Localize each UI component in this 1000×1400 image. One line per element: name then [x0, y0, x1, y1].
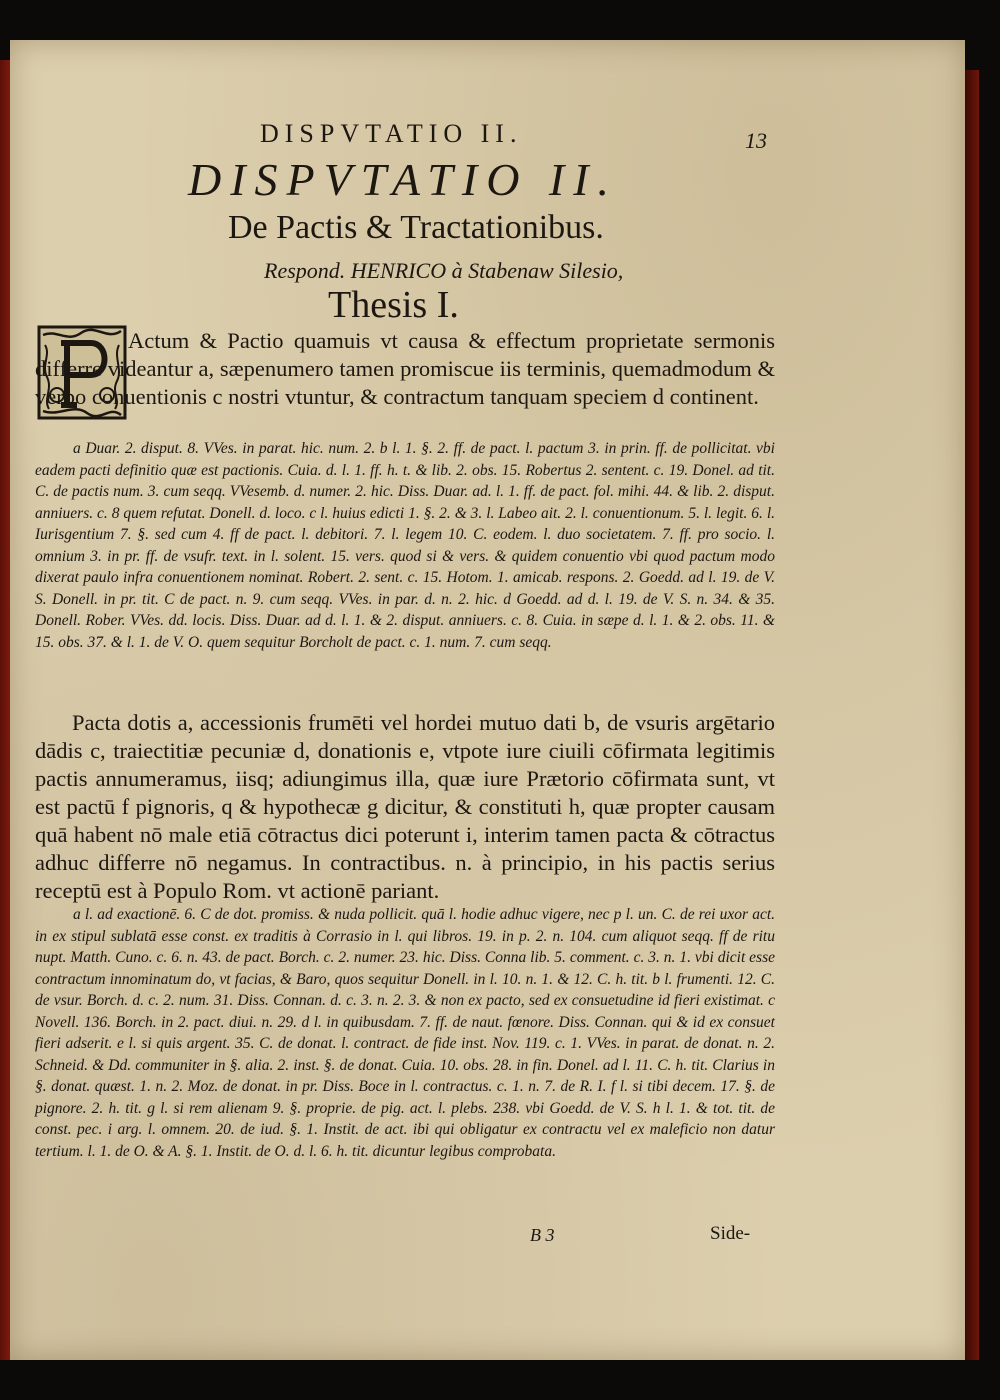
book-edge-left [0, 60, 10, 1360]
disputation-title: DISPVTATIO II. [188, 154, 619, 205]
footnotes-block-1: a Duar. 2. disput. 8. VVes. in parat. hic. num. 2. b l. 1. §. 2. ff. de pact. l. pactum 3. in prin. ff. de pollicitat. vbi eadem pacti definitio quæ est pactionis. Cuia. d. l. 1. ff. h. t. & lib. 2. obs. 15. Robertus 2. sentent. c. 19. Donel. ad tit. C. de pactis num. 3. cum seqq. VVesemb. d. numer. 2. hic. Diss. Duar. ad. l. 1. ff. de pact. fol. mihi. 44. & lib. 2. disput. anniuers. c. 8 quem refutat. Donell. d. loco. c l. huius edicti 1. §. 2. & 3. l. Labeo ait. 2. l. conuentionum. 5. l. legit. 6. l. Iurisgentium 7. §. sed cum 4. ff de pact. l. debitori. 7. l. legem 10. C. eodem. l. duo societatem. 7. ff. pro socio. l. omnium 3. in pr. ff. de vsufr. text. in l. solent. 15. vers. quod si & vers. & quidem conuentio vbi quod pactum modo dixerat paulo infra conuentionem nominat. Robert. 2. sent. c. 15. Hotom. 1. amicab. respons. 2. Goedd. ad l. 19. de V. S. Donell. in pr. tit. C de pact. n. 9. cum seqq. VVes. in par. d. n. 2. hic. d Goedd. ad d. l. 19. de V. S. n. 34. & 35. Donell. Rober. VVes. dd. locis. Diss. Duar. ad d. l. 1. & 2. disput. anniuers. c. 8. Cuia. in sæpe d. l. 1. & 2. obs. 11. & 15. obs. 37. & l. 1. de V. O. quem sequitur Borcholt de pact. c. 1. num. 7. cum seqq. [35, 440, 775, 651]
book-edge-right [965, 70, 979, 1360]
folio-number: 13 [745, 128, 767, 153]
thesis-paragraph-1: Actum & Pactio quamuis vt causa & effectum proprietate sermonis differre videantur a, sæpenumero tamen promiscue iis terminis, quemadmodum & verbo conuentionis c nostri vtuntur, & contractum tanquam speciem d continent. [35, 328, 775, 409]
catchword: Side- [710, 1223, 751, 1244]
running-head: DISPVTATIO II. [260, 119, 523, 148]
book-page [10, 40, 965, 1360]
signature-mark: B 3 [530, 1225, 555, 1245]
respondent-line: Respond. HENRICO à Stabenaw Silesio, [264, 258, 624, 283]
disputation-subject: De Pactis & Tractationibus. [228, 209, 604, 246]
thesis-heading: Thesis I. [328, 284, 459, 326]
footnotes-block-2: a l. ad exactionē. 6. C de dot. promiss. & nuda pollicit. quā l. hodie adhuc vigere, nec p l. un. C. de rei uxor act. in ex stipul sublatā esse const. ex traditis à Corrasio in l. qui libros. 19. in p. 2. n. 104. cum aliquot seqq. ff de ritu nupt. Matth. Cuno. c. 6. n. 43. de pact. Borch. c. 2. numer. 23. hic. Diss. Conna lib. 5. comment. c. 3. n. 1. vbi dicit esse contractum innominatum do, vt facias, & Baro, quos sequitur Donell. in l. 10. n. 1. & 12. C. h. tit. b l. frumenti. 12. C. de vsur. Borch. d. c. 2. num. 31. Diss. Connan. d. c. 3. n. 2. 3. & non ex pacto, sed ex consuetudine id fieri existimat. c Novell. 136. Borch. in 2. pact. diui. n. 29. d l. in quibusdam. 7. ff. de naut. fœnore. Diss. Connan. qui & id ex consuet fieri adserit. e l. si quis argent. 35. C. de donat. l. contract. de fide inst. Nov. 119. c. 1. VVes. in parat. de donat. n. 2. Schneid. & Dd. communiter in §. alia. 2. inst. §. de donat. Cuia. 10. obs. 28. in fin. Donel. ad l. 11. C. h. tit. Clarius in §. donat. quæst. 1. n. 2. Moz. de donat. in pr. Diss. Boce in l. contractus. c. 1. n. 7. de R. I. f l. si tibi decem. 17. §. de pignore. 2. h. tit. g l. si rem alienam 9. §. proprie. de pig. act. l. plebs. 238. vbi Goedd. de V. S. h l. 1. & tot. tit. de const. pec. i arg. l. omnem. 20. de iud. §. 1. Instit. de act. ibi qui obligatur ex contractu vel ex maleficio non datur tertium. l. 1. de O. & A. §. 1. Instit. de O. d. l. 6. h. tit. dicuntur legibus comprobata. [35, 906, 775, 1160]
thesis-paragraph-2: Pacta dotis a, accessionis frumēti vel hordei mutuo dati b, de vsuris argētario dādis c, traiectitiæ pecuniæ d, donationis e, vtpote iure ciuili cōfirmata legitimis pactis annumeramus, iisq; adiungimus illa, quæ iure Prætorio cōfirmata sunt, vt est pactū f pignoris, q & hypothecæ g dicitur, & constituti h, quæ propter causam quā habent nō male etiā cōtractus dici poterunt i, interim tamen pacta & cōtractus adhuc differre nō negamus. In contractibus. n. à principio, in his pactis serius receptū est à Populo Rom. vt actionē pariant. [35, 710, 775, 903]
